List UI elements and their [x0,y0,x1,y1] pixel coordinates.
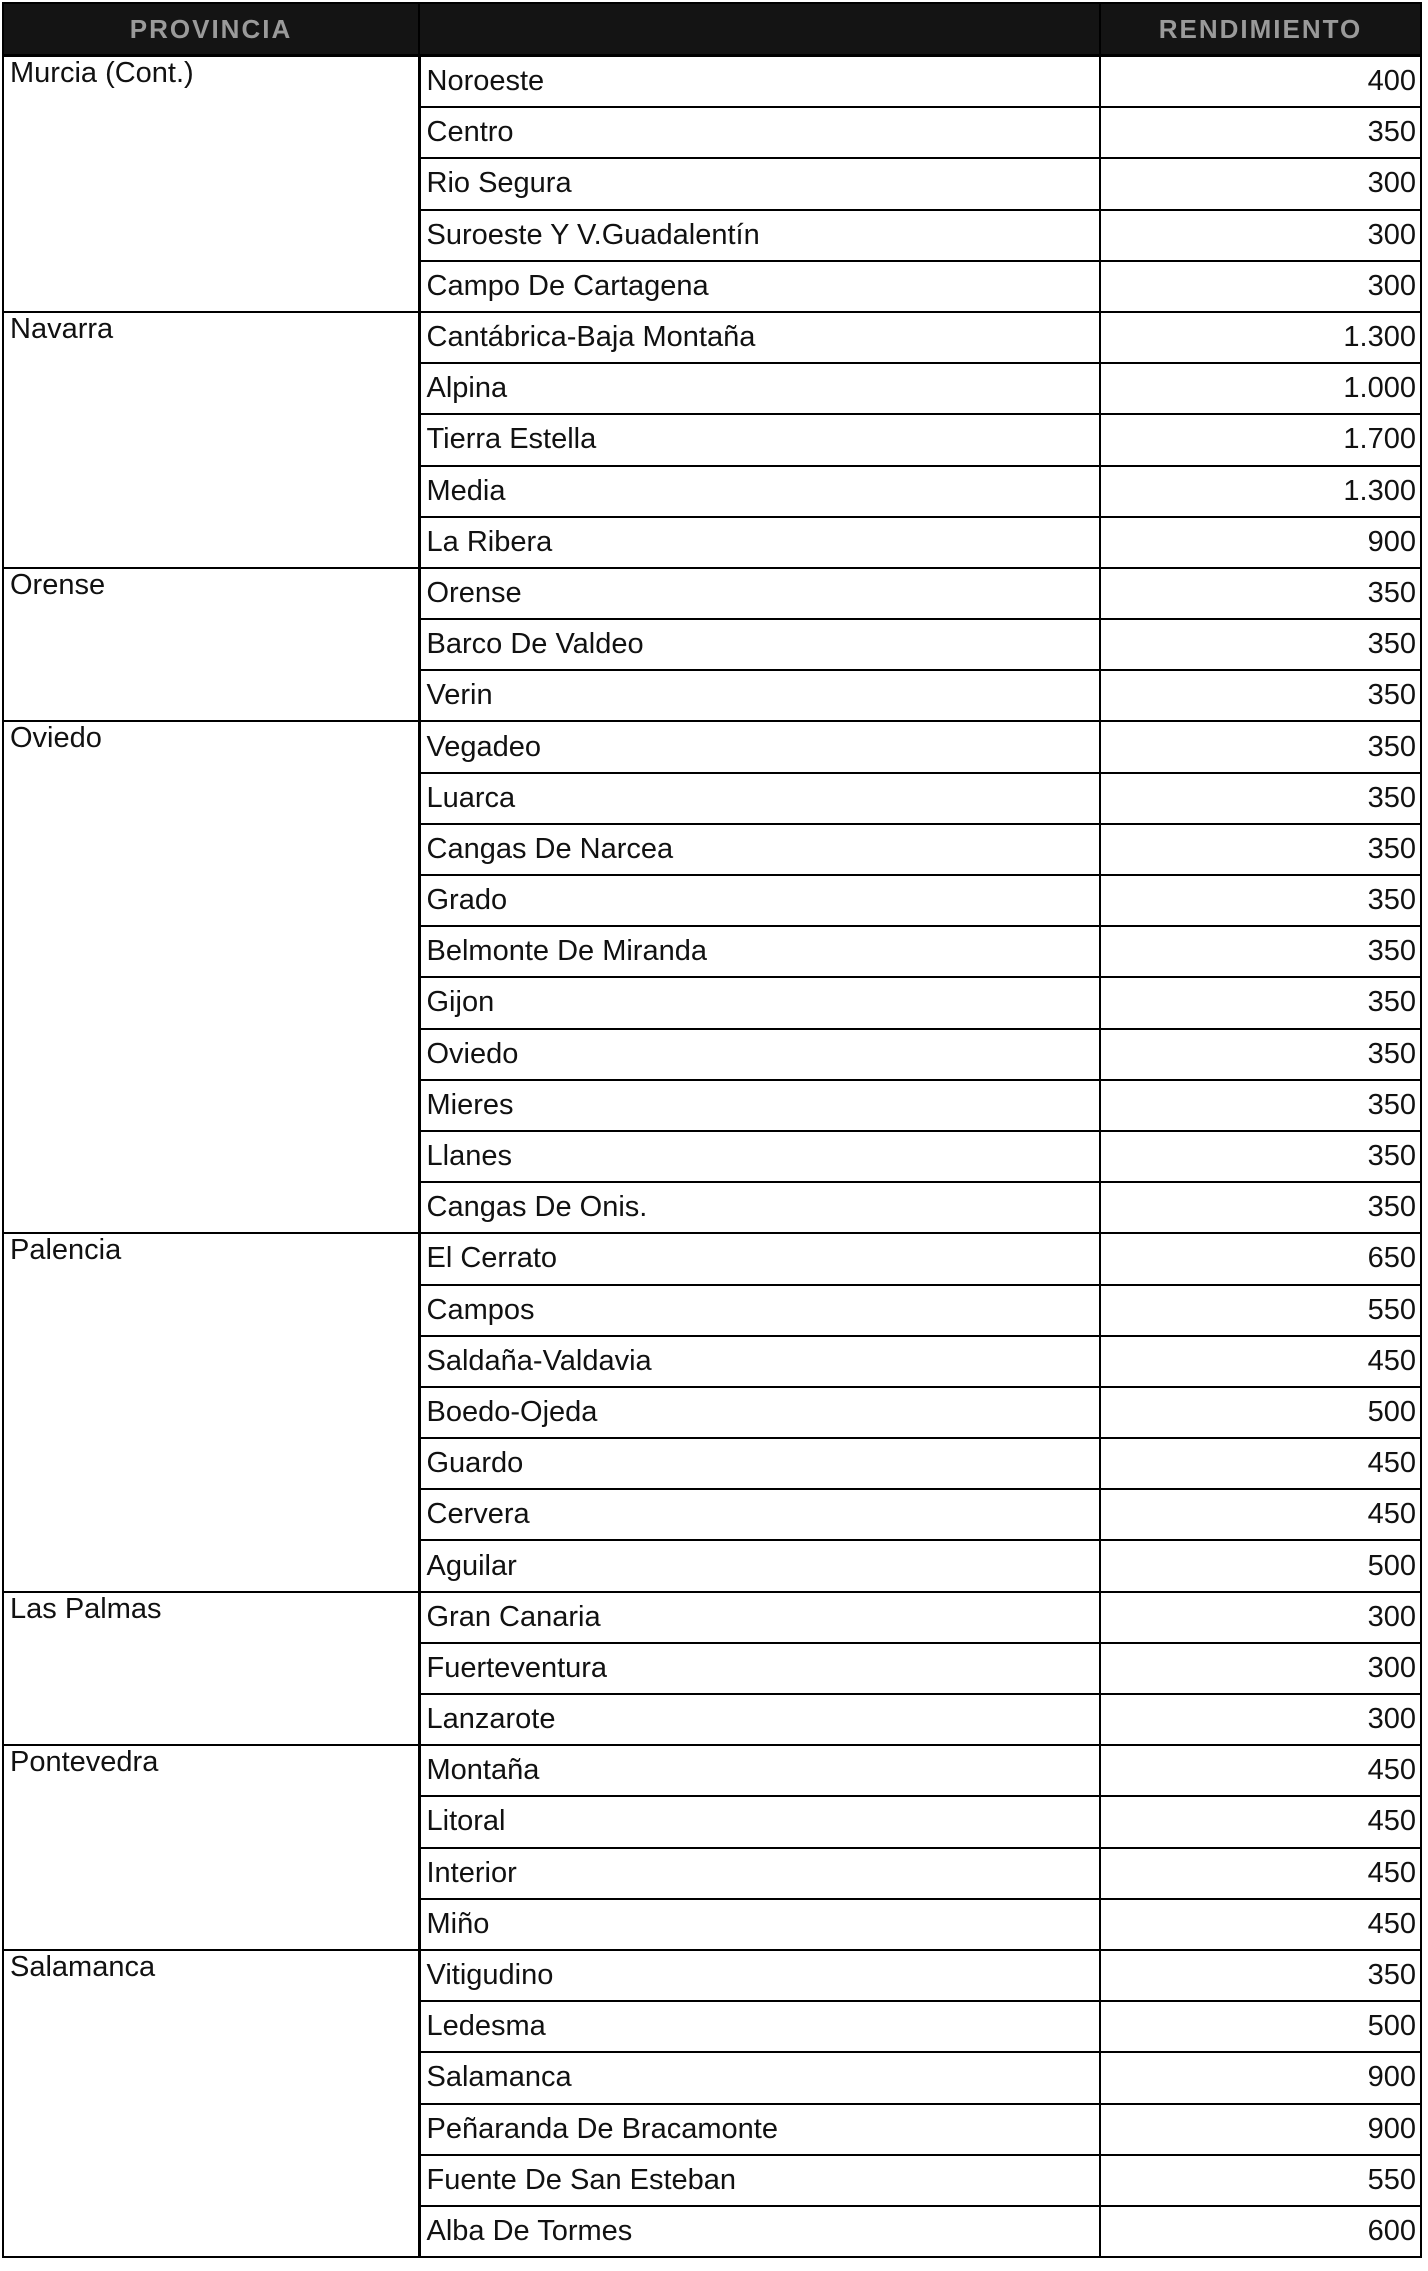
comarca-cell: Miño [419,1899,1100,1950]
rendimiento-cell: 1.000 [1100,363,1421,414]
comarca-cell: Llanes [419,1131,1100,1182]
comarca-cell: Orense [419,568,1100,619]
comarca-cell: Noroeste [419,56,1100,108]
comarca-cell: Gran Canaria [419,1592,1100,1643]
rendimiento-cell: 600 [1100,2206,1421,2257]
rendimiento-cell: 450 [1100,1899,1421,1950]
comarca-cell: Fuente De San Esteban [419,2155,1100,2206]
comarca-cell: Lanzarote [419,1694,1100,1745]
comarca-cell: Alba De Tormes [419,2206,1100,2257]
comarca-cell: Interior [419,1848,1100,1899]
rendimiento-cell: 350 [1100,107,1421,158]
comarca-cell: Saldaña-Valdavia [419,1336,1100,1387]
rendimiento-cell: 500 [1100,1387,1421,1438]
rendimiento-cell: 350 [1100,824,1421,875]
comarca-cell: Cantábrica-Baja Montaña [419,312,1100,363]
comarca-cell: Boedo-Ojeda [419,1387,1100,1438]
rendimiento-cell: 350 [1100,1131,1421,1182]
provincia-cell: Oviedo [3,721,419,1233]
rendimiento-cell: 350 [1100,721,1421,772]
rendimiento-cell: 350 [1100,926,1421,977]
comarca-cell: Campos [419,1285,1100,1336]
rendimiento-cell: 450 [1100,1745,1421,1796]
comarca-cell: Rio Segura [419,158,1100,209]
scanned-document-page [2,2,1420,2264]
rendimiento-cell: 350 [1100,875,1421,926]
rendimiento-cell: 650 [1100,1233,1421,1284]
rendimiento-cell: 300 [1100,1643,1421,1694]
header-rendimiento: RENDIMIENTO [1100,3,1421,56]
comarca-cell: Cangas De Onis. [419,1182,1100,1233]
table-row [3,1745,1421,1796]
rendimiento-cell: 350 [1100,1182,1421,1233]
comarca-cell: Vitigudino [419,1950,1100,2001]
rendimiento-cell: 550 [1100,2155,1421,2206]
provincia-cell: Palencia [3,1233,419,1591]
rendimiento-cell: 450 [1100,1796,1421,1847]
comarca-cell: Cervera [419,1489,1100,1540]
comarca-cell: Oviedo [419,1029,1100,1080]
table-row [3,1592,1421,1643]
comarca-cell: El Cerrato [419,1233,1100,1284]
header-provincia: PROVINCIA [3,3,419,56]
rendimiento-cell: 450 [1100,1489,1421,1540]
rendimiento-cell: 450 [1100,1848,1421,1899]
rendimiento-cell: 350 [1100,773,1421,824]
comarca-cell: Centro [419,107,1100,158]
yield-table [2,2,1422,2258]
rendimiento-cell: 500 [1100,2001,1421,2052]
comarca-cell: Alpina [419,363,1100,414]
provincia-cell: Salamanca [3,1950,419,2257]
comarca-cell: Aguilar [419,1540,1100,1591]
rendimiento-cell: 350 [1100,1029,1421,1080]
rendimiento-cell: 500 [1100,1540,1421,1591]
rendimiento-cell: 300 [1100,1694,1421,1745]
comarca-cell: Fuerteventura [419,1643,1100,1694]
comarca-cell: Grado [419,875,1100,926]
rendimiento-cell: 350 [1100,977,1421,1028]
comarca-cell: Montaña [419,1745,1100,1796]
table-row [3,568,1421,619]
comarca-cell: Suroeste Y V.Guadalentín [419,210,1100,261]
header-comarca [419,3,1100,56]
rendimiento-cell: 1.300 [1100,466,1421,517]
comarca-cell: Campo De Cartagena [419,261,1100,312]
rendimiento-cell: 900 [1100,517,1421,568]
comarca-cell: Litoral [419,1796,1100,1847]
comarca-cell: Gijon [419,977,1100,1028]
comarca-cell: Tierra Estella [419,414,1100,465]
rendimiento-cell: 300 [1100,158,1421,209]
table-row [3,56,1421,108]
rendimiento-cell: 300 [1100,261,1421,312]
rendimiento-cell: 350 [1100,1080,1421,1131]
comarca-cell: Barco De Valdeo [419,619,1100,670]
comarca-cell: Belmonte De Miranda [419,926,1100,977]
provincia-cell: Navarra [3,312,419,568]
rendimiento-cell: 350 [1100,619,1421,670]
header-row [3,3,1421,56]
comarca-cell: Media [419,466,1100,517]
comarca-cell: Vegadeo [419,721,1100,772]
rendimiento-cell: 1.700 [1100,414,1421,465]
rendimiento-cell: 450 [1100,1438,1421,1489]
provincia-cell: Las Palmas [3,1592,419,1746]
rendimiento-cell: 1.300 [1100,312,1421,363]
table-row [3,312,1421,363]
provincia-cell: Murcia (Cont.) [3,56,419,312]
table-row [3,1233,1421,1284]
rendimiento-cell: 900 [1100,2104,1421,2155]
rendimiento-cell: 350 [1100,670,1421,721]
rendimiento-cell: 350 [1100,568,1421,619]
comarca-cell: La Ribera [419,517,1100,568]
table-header [3,3,1421,56]
comarca-cell: Guardo [419,1438,1100,1489]
rendimiento-cell: 300 [1100,210,1421,261]
comarca-cell: Ledesma [419,2001,1100,2052]
comarca-cell: Peñaranda De Bracamonte [419,2104,1100,2155]
provincia-cell: Pontevedra [3,1745,419,1950]
comarca-cell: Verin [419,670,1100,721]
rendimiento-cell: 900 [1100,2052,1421,2103]
rendimiento-cell: 450 [1100,1336,1421,1387]
rendimiento-cell: 550 [1100,1285,1421,1336]
comarca-cell: Mieres [419,1080,1100,1131]
table-body [3,56,1421,2258]
provincia-cell: Orense [3,568,419,722]
comarca-cell: Salamanca [419,2052,1100,2103]
rendimiento-cell: 300 [1100,1592,1421,1643]
comarca-cell: Cangas De Narcea [419,824,1100,875]
rendimiento-cell: 350 [1100,1950,1421,2001]
rendimiento-cell: 400 [1100,56,1421,108]
table-row [3,721,1421,772]
comarca-cell: Luarca [419,773,1100,824]
table-row [3,1950,1421,2001]
